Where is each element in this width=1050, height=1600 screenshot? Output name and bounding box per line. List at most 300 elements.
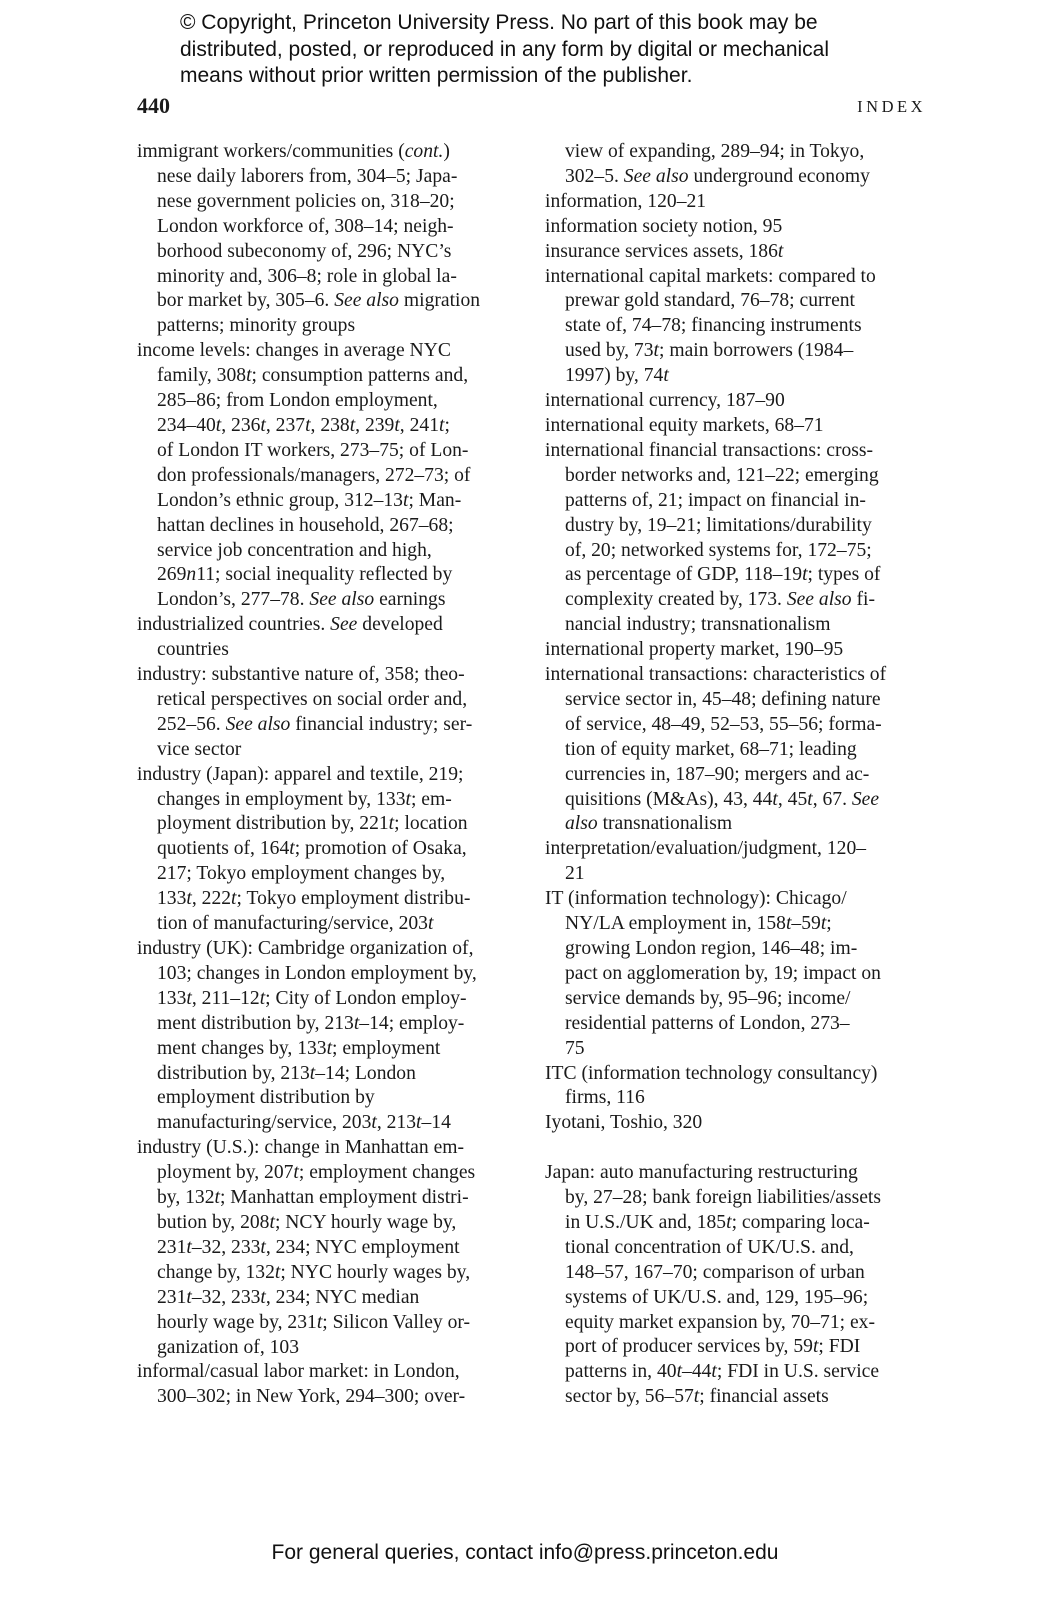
index-entry-continuation [137, 1261, 521, 1286]
index-entry-continuation [545, 763, 929, 788]
index-entry-continuation [545, 1236, 929, 1261]
entry-text: patterns; minority groups [157, 315, 356, 337]
index-entry-continuation [545, 1360, 929, 1385]
entry-text: international currency, 187–90 [545, 390, 785, 412]
index-entry-continuation [137, 738, 521, 763]
entry-text: international capital markets: compared to [545, 265, 876, 287]
index-entry-heading [545, 439, 929, 464]
index-entry-continuation [545, 713, 929, 738]
index-entry-continuation [545, 1012, 929, 1037]
index-entry-continuation [545, 688, 929, 713]
entry-text: tion of manufacturing/service, 203 [157, 913, 428, 935]
italic-text: t [394, 414, 400, 436]
entry-text: industry (Japan): apparel and textile, 219; [137, 763, 464, 785]
index-entry-heading [545, 389, 929, 414]
index-entry-continuation [545, 539, 929, 564]
entry-text: of London IT workers, 273–75; of Lon- [157, 439, 469, 461]
index-entry-continuation [137, 1062, 521, 1087]
entry-text: by, 27–28; bank foreign liabilities/assets [565, 1187, 881, 1209]
entry-text: , 45 [777, 788, 808, 810]
index-entry-continuation [137, 389, 521, 414]
page-number: 440 [137, 93, 170, 118]
index-entry-continuation [545, 1385, 929, 1410]
entry-text: 217; Tokyo employment changes by, [157, 863, 446, 885]
index-entry-continuation [137, 588, 521, 613]
entry-text: 269 [157, 564, 187, 586]
index-entry-continuation [137, 364, 521, 389]
index-entry-heading [545, 837, 929, 862]
index-entry-heading [137, 613, 521, 638]
italic-text: See also [225, 713, 291, 735]
entry-text: ment changes by, 133 [157, 1037, 327, 1059]
index-entry-continuation [137, 240, 521, 265]
entry-text: borhood subeconomy of, 296; NYC’s [157, 240, 452, 262]
index-entry-continuation [137, 713, 521, 738]
entry-text: ; FDI [818, 1336, 861, 1358]
entry-text: service job concentration and high, [157, 539, 432, 561]
copyright-line-2: distributed, posted, or reproduced in any form by digital or mechanical [180, 37, 830, 61]
index-entry-continuation [137, 165, 521, 190]
entry-text: income levels: changes in average NYC [137, 340, 451, 362]
entry-text: ; employment changes [298, 1162, 476, 1184]
entry-text: of, 20; networked systems for, 172–75; [565, 539, 872, 561]
entry-text: systems of UK/U.S. and, 129, 195–96; [565, 1286, 869, 1308]
entry-text: Iyotani, Toshio, 320 [545, 1112, 703, 1134]
entry-text: , 241 [399, 414, 439, 436]
index-entry-continuation [545, 1335, 929, 1360]
italic-text: t [289, 838, 295, 860]
entry-text: 1997) by, 74 [565, 365, 664, 387]
entry-text: ; types of [807, 564, 881, 586]
index-entry-continuation [137, 439, 521, 464]
entry-text: 11; social inequality reflected by [196, 564, 453, 586]
italic-text: t [663, 365, 669, 387]
index-entry-continuation [545, 987, 929, 1012]
index-column-right [545, 140, 929, 1410]
entry-text: prewar gold standard, 76–78; current [565, 290, 856, 312]
index-entry-continuation [137, 1111, 521, 1136]
index-entry-continuation [137, 1186, 521, 1211]
entry-text: , 222 [191, 888, 232, 910]
entry-text: developed [357, 614, 443, 636]
italic-text: t [772, 788, 778, 810]
entry-text: service sector in, 45–48; defining nature [565, 688, 881, 710]
index-entry-continuation [137, 1086, 521, 1111]
running-head: INDEX [857, 97, 926, 116]
entry-text: quotients of, 164 [157, 838, 290, 860]
entry-text: industry (U.S.): change in Manhattan em- [137, 1137, 465, 1159]
entry-text: fi- [851, 589, 875, 611]
italic-text: t [269, 1211, 275, 1233]
italic-text: t [214, 1187, 220, 1209]
entry-text: immigrant workers/communities ( [137, 141, 405, 162]
entry-text: equity market expansion by, 70–71; ex- [565, 1311, 875, 1333]
index-entry-continuation [545, 1037, 929, 1062]
index-entry-heading [137, 1360, 521, 1385]
entry-text: –32, 233 [191, 1286, 261, 1308]
index-column-left [137, 140, 521, 1410]
entry-text: ployment distribution by, 221 [157, 813, 389, 835]
italic-text: t [807, 788, 813, 810]
index-entry-continuation [545, 1186, 929, 1211]
italic-text: t [402, 489, 409, 511]
entry-text: 300–302; in New York, 294–300; over- [157, 1386, 466, 1408]
entry-text: nese government policies on, 318–20; [157, 190, 455, 212]
index-entry-continuation [137, 1211, 521, 1236]
entry-text: international transactions: characteristics of [545, 664, 887, 686]
index-entry-continuation [137, 862, 521, 887]
italic-text: t [215, 414, 222, 436]
index-entry-continuation [137, 265, 521, 290]
entry-text: 148–57, 167–70; comparison of urban [565, 1261, 865, 1283]
entry-text: 133 [157, 888, 187, 910]
index-entry-heading [545, 265, 929, 290]
entry-text: , 234; NYC employment [265, 1236, 460, 1258]
entry-text: insurance services assets, 186 [545, 240, 778, 262]
italic-text: See also [786, 589, 852, 611]
italic-text: See [330, 614, 358, 636]
italic-text: t [305, 414, 311, 436]
index-entry-continuation [545, 165, 929, 190]
entry-text: ITC (information technology consultancy) [545, 1062, 878, 1084]
entry-text: patterns in, 40 [565, 1361, 677, 1383]
entry-text: information society notion, 95 [545, 215, 783, 237]
italic-text: t [260, 1236, 266, 1258]
index-entry-continuation [137, 563, 521, 588]
italic-text: t [186, 888, 192, 910]
index-entry-continuation [137, 289, 521, 314]
entry-text: tion of equity market, 68–71; leading [565, 738, 857, 760]
entry-text: pact on agglomeration by, 19; impact on [565, 962, 881, 984]
index-entry-heading [545, 887, 929, 912]
entry-text: change by, 132 [157, 1261, 275, 1283]
entry-text: –44 [682, 1361, 712, 1383]
index-entry-continuation [545, 738, 929, 763]
entry-text: firms, 116 [565, 1087, 645, 1109]
entry-text: currencies in, 187–90; mergers and ac- [565, 763, 870, 785]
entry-text: changes in employment by, 133 [157, 788, 406, 810]
entry-text: industry (UK): Cambridge organization of, [137, 938, 474, 959]
italic-text: t [802, 564, 808, 586]
index-entry-continuation [545, 788, 929, 813]
entry-text: 103; changes in London employment by, [157, 962, 477, 984]
entry-text: 302–5. [565, 165, 624, 187]
entry-text: ment distribution by, 213 [157, 1012, 354, 1034]
index-entry-continuation [137, 987, 521, 1012]
entry-text: informal/casual labor market: in London, [137, 1361, 460, 1383]
italic-text: t [785, 913, 792, 935]
entry-text: ; Manhattan employment distri- [219, 1187, 469, 1209]
index-entry-continuation [545, 464, 929, 489]
italic-text: t [820, 913, 827, 935]
index-entry-heading [545, 663, 929, 688]
index-entry-continuation [137, 314, 521, 339]
entry-text: , 237 [265, 414, 306, 436]
italic-text: t [309, 1062, 316, 1084]
entry-text: dustry by, 19–21; limitations/durability [565, 514, 872, 536]
entry-text: hattan declines in household, 267–68; [157, 514, 454, 536]
entry-text: ; financial assets [699, 1386, 829, 1408]
entry-text: , 67. [812, 788, 852, 810]
index-entry-heading [545, 240, 929, 265]
index-entry-continuation [545, 937, 929, 962]
index-entry-continuation [137, 514, 521, 539]
index-entry-continuation [545, 613, 929, 638]
entry-text: quisitions (M&As), 43, 44 [565, 788, 773, 810]
italic-text: t [186, 1286, 192, 1308]
index-entry-continuation [545, 812, 929, 837]
italic-text: t [326, 1037, 333, 1059]
index-entry-continuation [137, 1336, 521, 1361]
entry-text: manufacturing/service, 203 [157, 1112, 372, 1134]
index-entry-continuation [545, 1086, 929, 1111]
index-letter-gap [545, 1136, 929, 1161]
entry-text: retical perspectives on social order and, [157, 688, 468, 710]
entry-text: growing London region, 146–48; im- [565, 938, 858, 959]
index-entry-continuation [545, 140, 929, 165]
entry-text: sector by, 56–57 [565, 1386, 694, 1408]
index-entry-heading [137, 663, 521, 688]
index-entry-heading [545, 1161, 929, 1186]
index-entry-heading [137, 937, 521, 962]
entry-text: ; location [394, 813, 468, 835]
entry-text: industrialized countries. [137, 614, 331, 636]
entry-text: bution by, 208 [157, 1211, 270, 1233]
italic-text: t [812, 1336, 819, 1358]
entry-text: migration [398, 290, 481, 312]
entry-text: ; Man- [408, 489, 462, 511]
entry-text: ; NYC hourly wages by, [280, 1261, 471, 1283]
italic-text: t [711, 1361, 717, 1383]
entry-text: industry: substantive nature of, 358; theo- [137, 664, 465, 686]
entry-text: London’s ethnic group, 312–13 [157, 489, 403, 511]
index-entry-continuation [137, 464, 521, 489]
entry-text: 231 [157, 1286, 187, 1308]
entry-text: of service, 48–49, 52–53, 55–56; forma- [565, 713, 882, 735]
index-entry-continuation [137, 638, 521, 663]
entry-text: ; [444, 414, 450, 436]
index-entry-continuation [545, 339, 929, 364]
entry-text: ; em- [410, 788, 452, 810]
entry-text: financial industry; ser- [290, 713, 473, 735]
italic-text: See also [309, 589, 375, 611]
entry-text: service demands by, 95–96; income/ [565, 987, 851, 1009]
index-entry-continuation [545, 489, 929, 514]
index-entry-continuation [137, 190, 521, 215]
entry-text: IT (information technology): Chicago/ [545, 888, 847, 910]
index-entry-continuation [545, 1286, 929, 1311]
italic-text: n [186, 564, 197, 586]
italic-text: t [259, 987, 266, 1009]
copyright-line-3: means without prior written permission of the publisher. [180, 64, 693, 87]
italic-text: See also [623, 165, 689, 187]
entry-text: ; consumption patterns and, [251, 365, 469, 387]
entry-text: , 213 [376, 1112, 417, 1134]
index-entry-continuation [545, 514, 929, 539]
index-entry-continuation [545, 962, 929, 987]
index-entry-heading [545, 190, 929, 215]
entry-text: don professionals/managers, 272–73; of [157, 464, 471, 486]
index-entry-heading [545, 1111, 929, 1136]
entry-text: –14; London [315, 1062, 416, 1084]
entry-text: ployment by, 207 [157, 1162, 294, 1184]
entry-text: –14 [421, 1112, 451, 1134]
copyright-notice [180, 10, 1000, 90]
entry-text: –59 [791, 913, 821, 935]
index-entry-continuation [137, 489, 521, 514]
index-entry-continuation [137, 887, 521, 912]
entry-text: information, 120–21 [545, 190, 707, 212]
entry-text: border networks and, 121–22; emerging [565, 464, 879, 486]
entry-text: London’s, 277–78. [157, 589, 310, 611]
entry-text: interpretation/evaluation/judgment, 120– [545, 838, 867, 860]
entry-text: earnings [374, 589, 446, 611]
entry-text: , 211–12 [191, 987, 260, 1009]
entry-text: ; main borrowers (1984– [658, 340, 854, 362]
entry-text: used by, 73 [565, 340, 654, 362]
index-entry-heading [545, 414, 929, 439]
index-entry-continuation [137, 1037, 521, 1062]
index-entry-continuation [137, 215, 521, 240]
index-entry-heading [545, 215, 929, 240]
entry-text: complexity created by, 173. [565, 589, 787, 611]
entry-text: in U.S./UK and, 185 [565, 1211, 727, 1233]
entry-text: hourly wage by, 231 [157, 1311, 317, 1333]
index-entry-continuation [137, 539, 521, 564]
entry-text: residential patterns of London, 273– [565, 1012, 850, 1034]
entry-text: 21 [565, 863, 585, 885]
entry-text: ; City of London employ- [265, 987, 467, 1009]
entry-text: minority and, 306–8; role in global la- [157, 265, 457, 287]
entry-text: 231 [157, 1236, 187, 1258]
entry-text: 252–56. [157, 713, 226, 735]
entry-text: patterns of, 21; impact on financial in- [565, 489, 866, 511]
entry-text: view of expanding, 289–94; in Tokyo, [565, 141, 865, 162]
index-entry-continuation [137, 1286, 521, 1311]
italic-text: See also [334, 290, 399, 312]
entry-text: nese daily laborers from, 304–5; Japa- [157, 165, 458, 187]
entry-text: London workforce of, 308–14; neigh- [157, 215, 454, 237]
italic-text: t [349, 414, 356, 436]
index-entry-continuation [137, 1161, 521, 1186]
italic-text: t [371, 1112, 377, 1134]
italic-text: t [405, 788, 411, 810]
italic-text: t [693, 1386, 700, 1408]
italic-text: t [438, 414, 445, 436]
italic-text: t [293, 1162, 299, 1184]
entry-text: employment distribution by [157, 1087, 375, 1109]
index-entry-continuation [545, 912, 929, 937]
entry-text: ; NCY hourly wage by, [274, 1211, 457, 1233]
italic-text: t [260, 1286, 266, 1308]
index-entry-continuation [545, 289, 929, 314]
entry-text: as percentage of GDP, 118–19 [565, 564, 803, 586]
italic-text: t [777, 240, 784, 262]
italic-text: t [653, 340, 659, 362]
italic-text: t [246, 365, 252, 387]
italic-text: t [186, 1236, 192, 1258]
entry-text: international equity markets, 68–71 [545, 414, 824, 436]
index-entry-continuation [137, 1012, 521, 1037]
italic-text: t [427, 913, 434, 935]
entry-text: 75 [565, 1037, 585, 1059]
index-entry-heading [545, 638, 929, 663]
entry-text: ; employment [332, 1037, 441, 1059]
index-entry-continuation [137, 414, 521, 439]
italic-text: t [274, 1261, 281, 1283]
entry-text: , 239 [355, 414, 395, 436]
entry-text: , 234; NYC median [265, 1286, 420, 1308]
index-entry-continuation [137, 788, 521, 813]
index-entry-continuation [137, 837, 521, 862]
italic-text: t [388, 813, 395, 835]
index-entry-continuation [545, 1261, 929, 1286]
entry-text: ganization of, 103 [157, 1336, 300, 1358]
entry-text: ; Tokyo employment distribu- [236, 888, 471, 910]
index-entry-continuation [545, 862, 929, 887]
index-entry-continuation [545, 314, 929, 339]
entry-text: transnationalism [597, 813, 733, 835]
index-entry-heading [545, 1062, 929, 1087]
entry-text: 133 [157, 987, 187, 1009]
entry-text: ; FDI in U.S. service [716, 1361, 880, 1383]
index-entry-continuation [137, 962, 521, 987]
entry-text: international property market, 190–95 [545, 639, 844, 661]
italic-text: t [676, 1361, 683, 1383]
entry-text: tional concentration of UK/U.S. and, [565, 1236, 854, 1258]
italic-text: t [186, 987, 192, 1009]
index-entry-continuation [545, 1211, 929, 1236]
entry-text: , 238 [310, 414, 350, 436]
entry-text: ; promotion of Osaka, [294, 838, 467, 860]
index-entry-continuation [137, 1385, 521, 1410]
italic-text: See [851, 788, 880, 810]
italic-text: t [260, 414, 266, 436]
index-entry-continuation [545, 588, 929, 613]
footer-contact: For general queries, contact info@press.princeton.edu [271, 1541, 779, 1564]
entry-text: countries [157, 639, 229, 661]
entry-text: ; comparing loca- [731, 1211, 870, 1233]
entry-text: NY/LA employment in, 158 [565, 913, 786, 935]
copyright-line-1: © Copyright, Princeton University Press. No part of this book may be [180, 11, 818, 34]
entry-text: vice sector [157, 738, 242, 760]
entry-text: ; [826, 913, 832, 935]
entry-text: international financial transactions: cross- [545, 439, 874, 461]
index-entry-continuation [545, 563, 929, 588]
entry-text: Japan: auto manufacturing restructuring [545, 1162, 858, 1184]
italic-text: t [353, 1012, 360, 1034]
entry-text: –32, 233 [191, 1236, 261, 1258]
index-entry-heading [137, 339, 521, 364]
entry-text: ; Silicon Valley or- [322, 1311, 471, 1333]
index-entry-heading [137, 140, 521, 165]
italic-text: also [565, 813, 598, 835]
entry-text: 285–86; from London employment, [157, 390, 438, 412]
entry-text: family, 308 [157, 365, 247, 387]
index-entry-continuation [137, 812, 521, 837]
entry-text: 234–40 [157, 414, 216, 436]
entry-text: bor market by, 305–6. [157, 290, 335, 312]
index-entry-heading [137, 1136, 521, 1161]
entry-text: by, 132 [157, 1187, 215, 1209]
index-entry-continuation [137, 912, 521, 937]
italic-text: t [231, 888, 237, 910]
entry-text: distribution by, 213 [157, 1062, 310, 1084]
italic-text: cont. [404, 141, 444, 162]
entry-text: port of producer services by, 59 [565, 1336, 813, 1358]
index-entry-continuation [545, 1311, 929, 1336]
entry-text: , 236 [221, 414, 261, 436]
